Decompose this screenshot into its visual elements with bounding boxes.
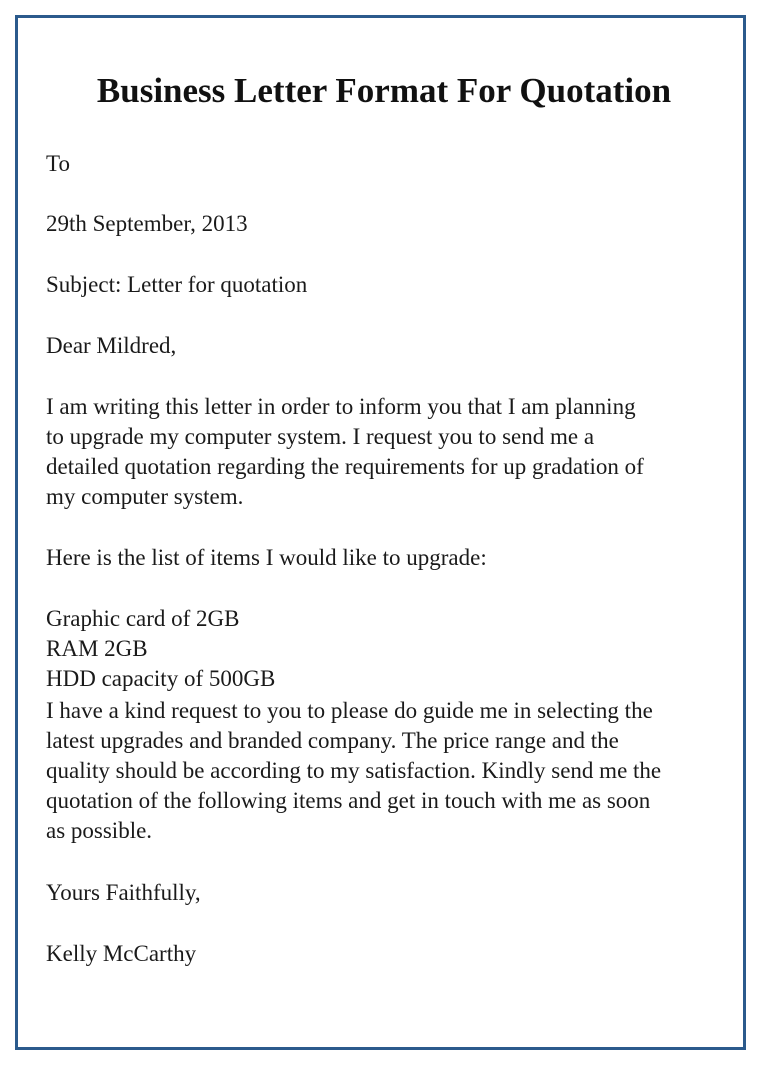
recipient-line: To: [46, 151, 70, 176]
signature-name: Kelly McCarthy: [46, 941, 197, 966]
paragraph-line: detailed quotation regarding the requirements for up gradation of: [46, 454, 644, 479]
paragraph-line: my computer system.: [46, 484, 244, 509]
list-intro: Here is the list of items I would like to upgrade:: [46, 545, 487, 570]
paragraph-line: I have a kind request to you to please do guide me in selecting the: [46, 698, 653, 723]
paragraph-line: to upgrade my computer system. I request you to send me a: [46, 424, 595, 449]
list-item: HDD capacity of 500GB: [46, 666, 276, 691]
paragraph-line: I am writing this letter in order to inform you that I am planning: [46, 394, 636, 419]
letter-subject: Subject: Letter for quotation: [46, 272, 308, 297]
closing: Yours Faithfully,: [46, 880, 201, 905]
salutation: Dear Mildred,: [46, 333, 177, 358]
list-item: Graphic card of 2GB: [46, 606, 240, 631]
letter-date: 29th September, 2013: [46, 211, 248, 236]
letter-title: Business Letter Format For Quotation: [96, 71, 672, 110]
paragraph-line: quality should be according to my satisfaction. Kindly send me the: [46, 758, 662, 783]
paragraph-line: as possible.: [46, 818, 153, 843]
list-item: RAM 2GB: [46, 636, 148, 661]
paragraph-line: latest upgrades and branded company. The price range and the: [46, 728, 619, 753]
paragraph-line: quotation of the following items and get in touch with me as soon: [46, 788, 651, 813]
